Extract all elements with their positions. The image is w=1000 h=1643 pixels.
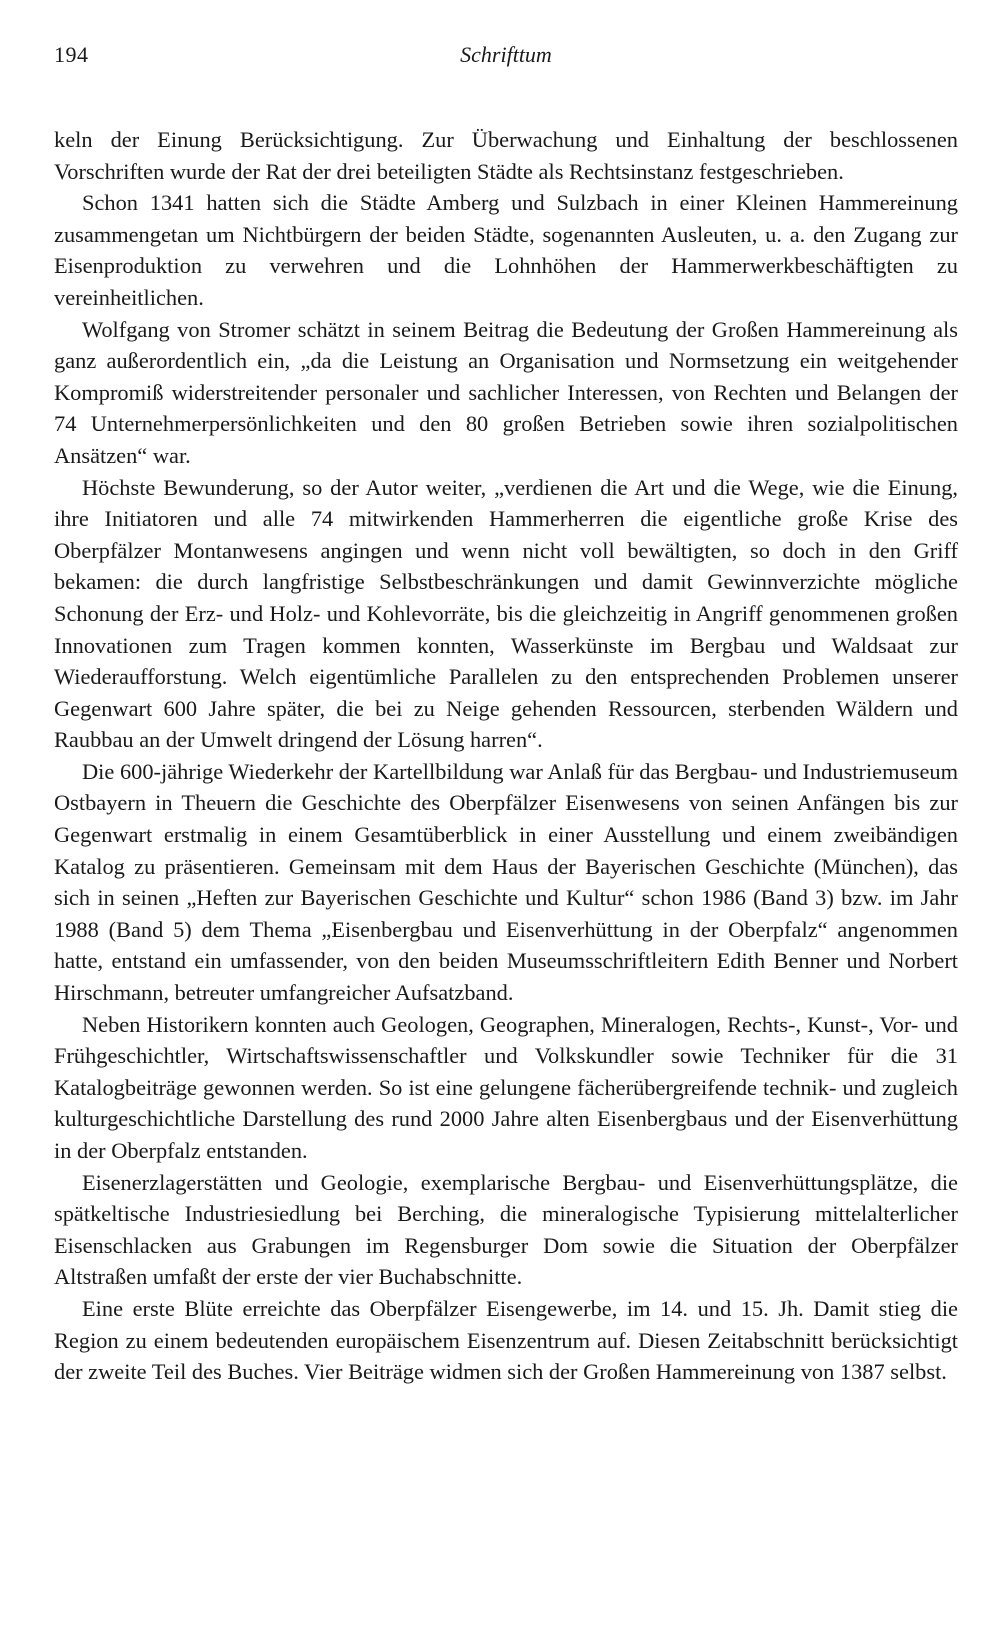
paragraph: keln der Einung Berücksichtigung. Zur Überwachung und Einhaltung der beschlossenen Vorschriften wurde der Rat der drei beteiligten Städte als Rechtsinstanz festgeschrieben. — [54, 127, 958, 184]
running-head — [54, 36, 958, 76]
paragraph: Die 600-jährige Wiederkehr der Kartellbildung war Anlaß für das Bergbau- und Industriemuseum Ostbayern in Theuern die Geschichte des Oberpfälzer Eisenwesens von seinen Anfängen bis zur Gegenwart erstmalig in einem Gesamtüberblick in einer Ausstellung und einem zweibändigen Katalog zu präsentieren. Gemeinsam mit dem Haus der Bayerischen Geschichte (München), das sich in seinen „Heften zur Bayerischen Geschichte und Kultur“ schon 1986 (Band 3) bzw. im Jahr 1988 (Band 5) dem Thema „Eisenbergbau und Eisenverhüttung in der Oberpfalz“ angenommen hatte, entstand ein umfassender, von den beiden Museumsschriftleitern Edith Benner und Norbert Hirschmann, betreuter umfangreicher Aufsatzband. — [54, 758, 958, 1006]
paragraph: Eisenerzlagerstätten und Geologie, exemplarische Bergbau- und Eisenverhüttungsplätze, die spätkeltische Industriesiedlung bei Berching, die mineralogische Typisierung mittelalterlicher Eisenschlacken aus Grabungen im Regensburger Dom sowie die Situation der Oberpfälzer Altstraßen umfaßt der erste der vier Buchabschnitte. — [54, 1169, 958, 1290]
body-text — [54, 124, 958, 1388]
paragraph: Eine erste Blüte erreichte das Oberpfälzer Eisengewerbe, im 14. und 15. Jh. Damit stieg die Region zu einem bedeutenden europäischem Eisenzentrum auf. Diesen Zeitabschnitt berücksichtigt der zweite Teil des Buches. Vier Beiträge widmen sich der Großen Hammereinung von 1387 selbst. — [54, 1295, 958, 1385]
paragraph: Höchste Bewunderung, so der Autor weiter, „verdienen die Art und die Wege, wie die Einung, ihre Initiatoren und alle 74 mitwirkenden Hammerherren die eigentliche große Krise des Oberpfälzer Montanwesens angingen und wenn nicht voll bewältigten, so doch in den Griff bekamen: die durch langfristige Selbstbeschränkungen und damit Gewinnverzichte mögliche Schonung der Erz- und Holz- und Kohlevorräte, bis die gleichzeitig in Angriff genommenen großen Innovationen zum Tragen kommen konnten, Wasserkünste im Bergbau und Waldsaat zur Wiederaufforstung. Welch eigentümliche Parallelen zu den entsprechenden Problemen unserer Gegenwart 600 Jahre später, die bei zu Neige gehenden Ressourcen, sterbenden Wäldern und Raubbau an der Umwelt dringend der Lösung harren“. — [54, 474, 958, 753]
page-number: 194 — [54, 42, 89, 67]
running-title: Schrifttum — [460, 42, 552, 67]
paragraph: Neben Historikern konnten auch Geologen, Geographen, Mineralogen, Rechts-, Kunst-, Vor- und Frühgeschichtler, Wirtschaftswissenschaftler und Volkskundler sowie Techniker für die 31 Katalogbeiträge gewonnen werden. So ist eine gelungene fächerübergreifende technik- und zugleich kulturgeschichtliche Darstellung des rund 2000 Jahre alten Eisenbergbaus und der Eisenverhüttung in der Oberpfalz entstanden. — [54, 1011, 958, 1163]
page — [54, 36, 958, 1388]
paragraph: Wolfgang von Stromer schätzt in seinem Beitrag die Bedeutung der Großen Hammereinung als ganz außerordentlich ein, „da die Leistung an Organisation und Normsetzung ein weitgehender Kompromiß widerstreitender personaler und sachlicher Interessen, von Rechten und Belangen der 74 Unternehmerpersönlichkeiten und den 80 großen Betrieben sowie ihren sozialpolitischen Ansätzen“ war. — [54, 316, 958, 468]
paragraph: Schon 1341 hatten sich die Städte Amberg und Sulzbach in einer Kleinen Hammereinung zusammengetan um Nichtbürgern der beiden Städte, sogenannten Ausleuten, u. a. den Zugang zur Eisenproduktion zu verwehren und die Lohnhöhen der Hammerwerkbeschäftigten zu vereinheitlichen. — [54, 190, 958, 310]
